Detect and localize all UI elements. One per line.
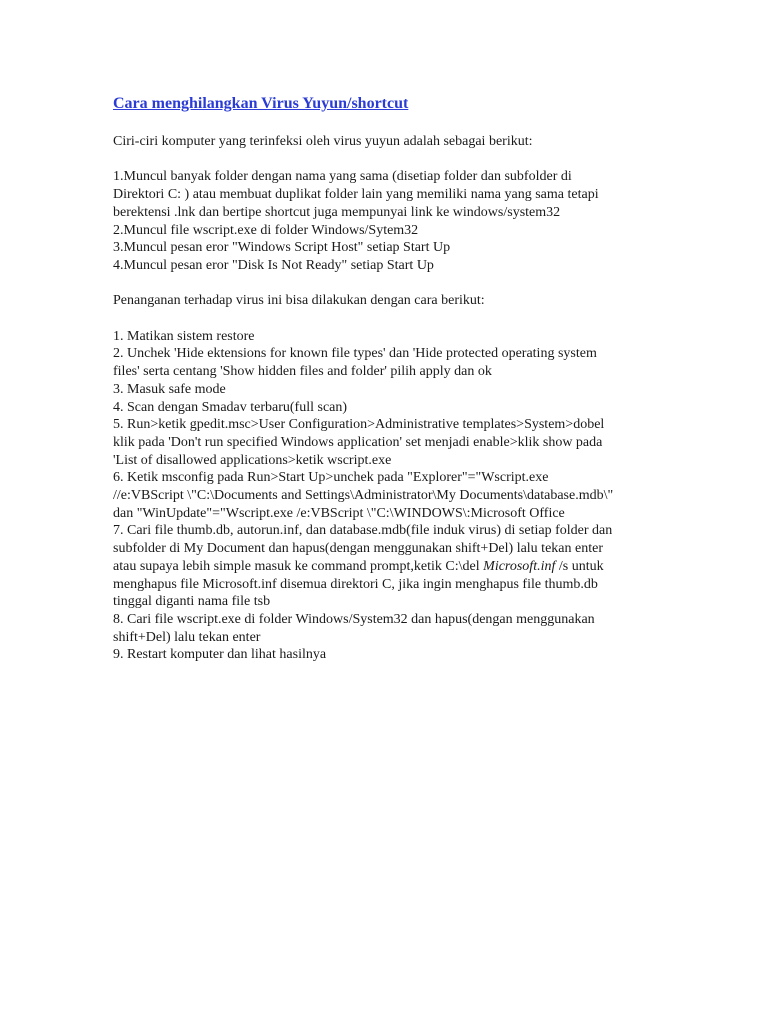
command-text-after: /s untuk [555,558,604,574]
step-line: files' serta centang 'Show hidden files and folder' pilih apply dan ok [113,364,492,380]
step-line: shift+Del) lalu tekan enter [113,629,261,645]
step-line: 6. Ketik msconfig pada Run>Start Up>unchek pada "Explorer"="Wscript.exe [113,470,549,486]
symptoms-list [113,168,653,274]
steps-list [113,328,653,664]
step-line: 3. Masuk safe mode [113,381,226,397]
step-line: subfolder di My Document dan hapus(dengan menggunakan shift+Del) lalu tekan enter [113,541,603,557]
symptom-line: 3.Muncul pesan eror "Windows Script Host" setiap Start Up [113,240,451,256]
symptom-line: 2.Muncul file wscript.exe di folder Windows/Sytem32 [113,222,419,238]
step-line: 1. Matikan sistem restore [113,328,255,344]
handling-intro-text: Penanganan terhadap virus ini bisa dilakukan dengan cara berikut: [113,293,485,309]
step-line: 7. Cari file thumb.db, autorun.inf, dan database.mdb(file induk virus) di setiap folder dan [113,523,613,539]
step-line-command [113,558,653,576]
step-line: menghapus file Microsoft.inf disemua direktori C, jika ingin menghapus file thumb.db [113,576,598,592]
spacer [113,275,653,293]
spacer [113,310,653,328]
step-line: 5. Run>ketik gpedit.msc>User Configuration>Administrative templates>System>dobel [113,417,605,433]
step-line: 8. Cari file wscript.exe di folder Windows/System32 dan hapus(dengan menggunakan [113,611,595,627]
step-line: //e:VBScript \"C:\Documents and Settings\Administrator\My Documents\database.mdb\" [113,488,614,504]
step-line: 4. Scan dengan Smadav terbaru(full scan) [113,399,348,415]
spacer [113,151,653,169]
symptom-line: 1.Muncul banyak folder dengan nama yang sama (disetiap folder dan subfolder di [113,169,572,185]
symptom-line: Direktori C: ) atau membuat duplikat folder lain yang memiliki nama yang sama tetapi [113,187,599,203]
command-filename: Microsoft.inf [483,558,556,574]
symptom-line: 4.Muncul pesan eror "Disk Is Not Ready" setiap Start Up [113,257,434,273]
step-line: 9. Restart komputer dan lihat hasilnya [113,647,327,663]
intro-text: Ciri-ciri komputer yang terinfeksi oleh virus yuyun adalah sebagai berikut: [113,134,533,149]
article [113,94,653,664]
step-line: klik pada 'Don't run specified Windows application' set menjadi enable>klik show pada [113,434,603,450]
symptom-line: berektensi .lnk dan bertipe shortcut juga mempunyai link ke windows/system32 [113,204,561,220]
article-title-link[interactable]: Cara menghilangkan Virus Yuyun/shortcut [113,95,409,112]
step-line: tinggal diganti nama file tsb [113,594,271,610]
step-line: 2. Unchek 'Hide ektensions for known file types' dan 'Hide protected operating system [113,346,597,362]
step-line: dan "WinUpdate"="Wscript.exe /e:VBScript \"C:\WINDOWS\:Microsoft Office [113,505,565,521]
command-text-before: atau supaya lebih simple masuk ke command prompt,ketik C:\del [113,558,484,574]
step-line: 'List of disallowed applications>ketik wscript.exe [113,452,392,468]
